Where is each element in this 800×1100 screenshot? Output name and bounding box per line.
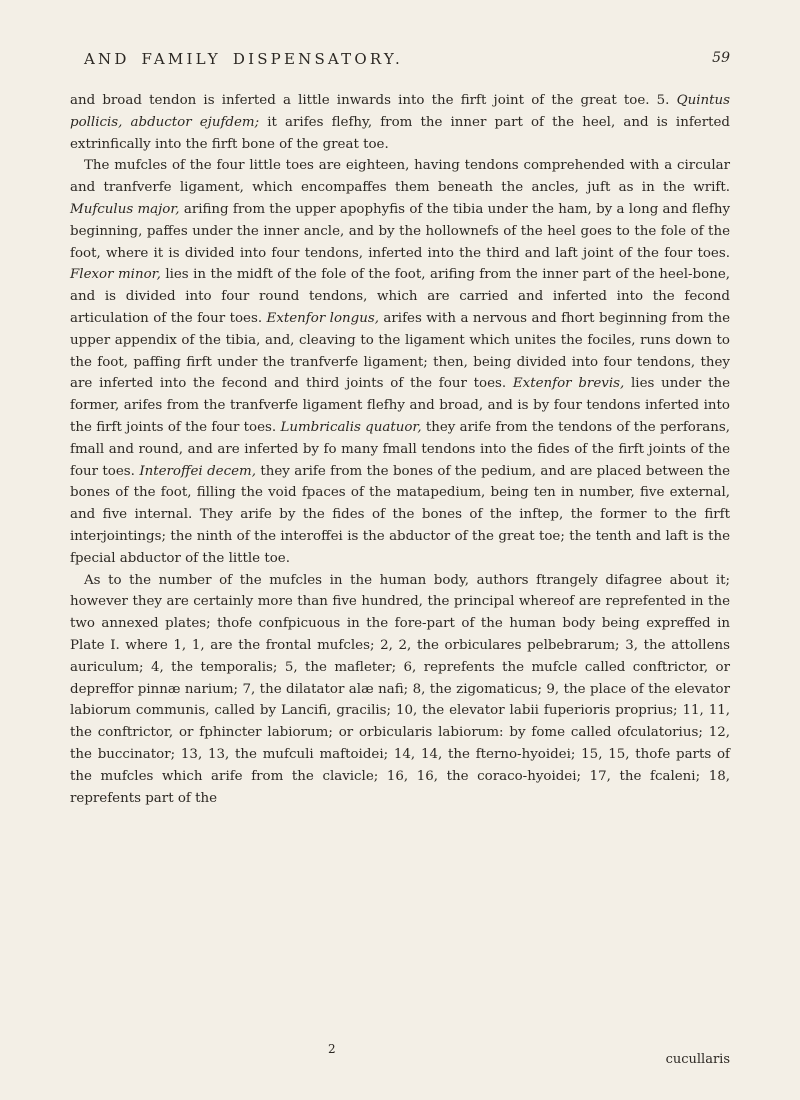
italic-term: Interoffei decem, [139, 463, 256, 479]
body-text [70, 90, 730, 809]
italic-term: Flexor minor, [70, 267, 161, 283]
paragraph [70, 155, 730, 569]
paragraph [70, 570, 730, 810]
signature-mark: 2 [328, 1042, 336, 1056]
running-head: AND FAMILY DISPENSATORY. [84, 50, 403, 68]
text-run: they arife from the bones of the pedium, and are placed between the bones of the foot, filling the void fpaces of the matapedium, being ten in number, five external, and five internal. They arife by the fides of the bones of the inftep, the former to the firft interjointings; the ninth of the interoffei is the abductor of the great toe; the tenth and laft is the fpecial abductor of the little toe. [70, 463, 730, 566]
paragraph [70, 90, 730, 155]
page-header [70, 50, 730, 74]
text-run: arifing from the upper apophyfis of the tibia under the ham, by a long and flefhy beginning, paffes under the inner ancle, and by the hollownefs of the heel goes to the fole of the foot, where it is divided into four tendons, inferted into the third and laft joint of the four toes. [70, 201, 731, 261]
italic-term: Quintus pollicis, abductor ejufdem; [70, 93, 730, 130]
italic-term: Extenfor longus, [266, 310, 379, 326]
italic-term: Lumbricalis quatuor, [280, 419, 422, 435]
text-run: The mufcles of the four little toes are eighteen, having tendons comprehended with a circular and tranfverfe ligament, which encompaffes them beneath the ancles, juft as in the wrift. [70, 158, 730, 196]
text-run: As to the number of the mufcles in the human body, authors ftrangely difagree about it; however they are certainly more than five hundred, the principal whereof are reprefented in the two annexed plates; thofe confpicuous in the fore-part of the human body being expreffed in Plate I. where 1, 1, are the frontal mufcles; 2, 2, the orbiculares pelbebrarum; 3, the attollens auriculum; 4, the temporalis; 5, the mafleter; 6, reprefents the mufcle called conftrictor, or depreffor pinnæ narium; 7, the dilatator alæ nafi; 8, the zigomaticus; 9, the place of the elevator labiorum communis, called by Lancifi, gracilis; 10, the elevator labii fuperioris proprius; 11, 11, the conftrictor, or fphincter labiorum; or orbicularis labiorum: by fome called ofculatorius; 12, the buccinator; 13, 13, the mufculi maftoidei; 14, 14, the fterno-hyoidei; 15, 15, thofe parts of the mufcles which arife from the clavicle; 16, 16, the coraco-hyoidei; 17, the fcaleni; 18, reprefents part of the [70, 572, 730, 806]
text-run: lies under the former, arifes from the tranfverfe ligament flefhy and broad, and is by four tendons inferted into the firft joints of the four toes. [70, 376, 730, 435]
text-run: arifes with a nervous and fhort beginning from the upper appendix of the tibia, and, cleaving to the ligament which unites the fociles, runs down to the foot, paffing firft under the tranfverfe ligament; then, being divided into four tendons, they are inferted into the fecond and third joints of the four toes. [70, 310, 730, 392]
catchword: cucullaris [665, 1052, 730, 1067]
page-number: 59 [712, 50, 730, 66]
text-run: lies in the midft of the fole of the foot, arifing from the inner part of the heel-bone, and is divided into four round tendons, which are carried and inferted into the fecond articulation of the four toes. [70, 267, 730, 326]
text-run: they arife from the tendons of the perforans, fmall and round, and are inferted by fo many fmall tendons into the fides of the firft joints of the four toes. [70, 419, 731, 479]
text-run: and broad tendon is inferted a little inwards into the firft joint of the great toe. 5. [70, 93, 677, 108]
italic-term: Extenfor brevis, [512, 376, 625, 392]
text-run: it arifes flefhy, from the inner part of the heel, and is inferted extrinfically into the firft bone of the great toe. [70, 114, 730, 152]
italic-term: Mufculus major, [70, 201, 180, 217]
